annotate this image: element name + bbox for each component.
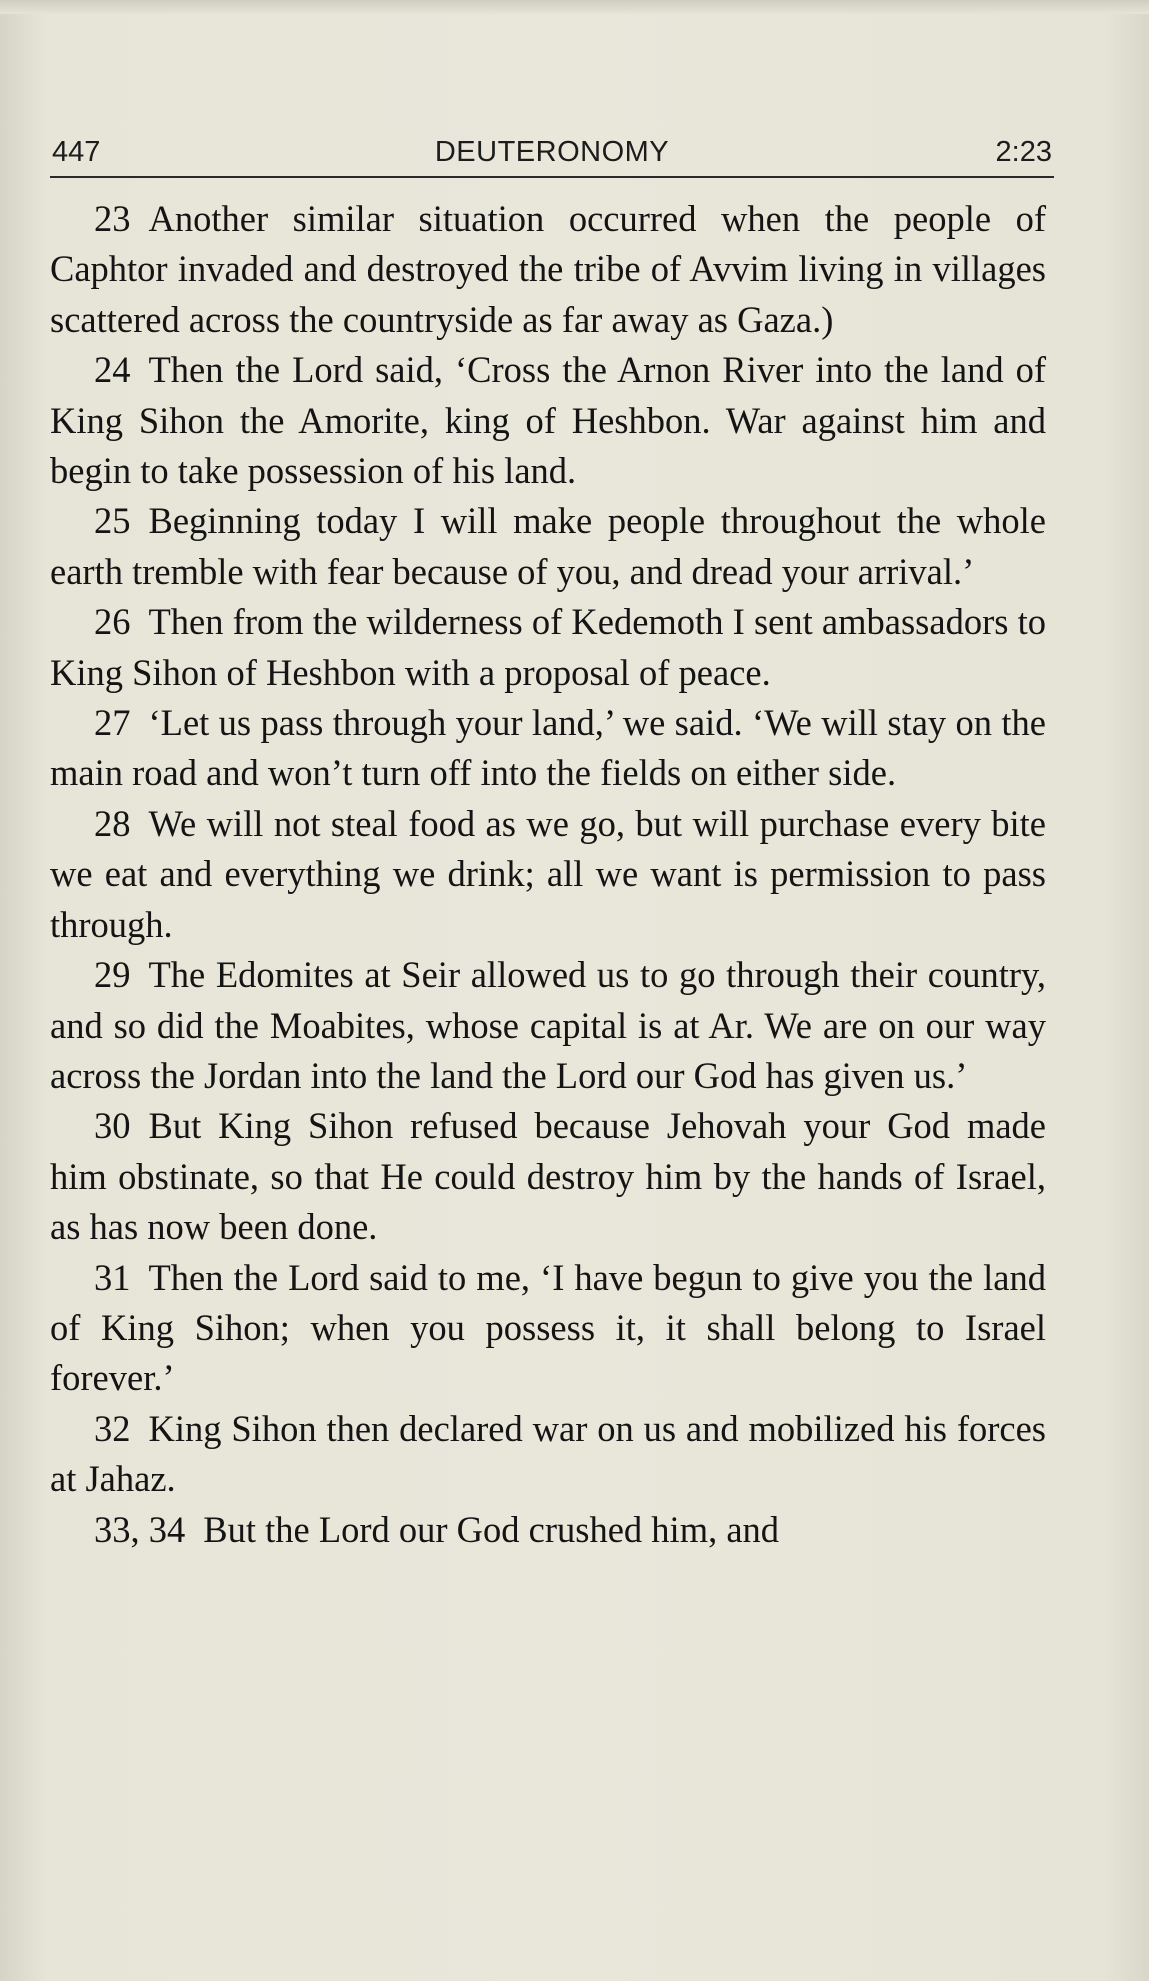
verse-33-34 bbox=[50, 1505, 1046, 1555]
header-rule bbox=[50, 176, 1054, 178]
verse-number: 25 bbox=[94, 500, 131, 542]
verse-30 bbox=[50, 1101, 1046, 1252]
verse-25 bbox=[50, 496, 1046, 597]
verse-32 bbox=[50, 1404, 1046, 1505]
verse-number: 31 bbox=[94, 1256, 131, 1298]
verse-number: 33, 34 bbox=[94, 1508, 186, 1550]
verse-text: Beginning today I will make people throughout the whole earth tremble with fear because of you, and dread your arrival.’ bbox=[50, 500, 1046, 592]
verse-29 bbox=[50, 950, 1046, 1101]
verse-text: The Edomites at Seir allowed us to go through their country, and so did the Moabites, whose capital is at Ar. We are on our way across the Jordan into the land the Lord our God has given us.’ bbox=[50, 954, 1046, 1096]
verse-text: But the Lord our God crushed him, and bbox=[203, 1508, 780, 1550]
verse-26 bbox=[50, 597, 1046, 698]
verse-number: 28 bbox=[94, 802, 131, 844]
verse-text: Then the Lord said to me, ‘I have begun to give you the land of King Sihon; when you possess it, it shall belong to Israel forever.’ bbox=[50, 1256, 1046, 1399]
running-header bbox=[52, 132, 1052, 176]
chapter-verse-reference: 2:23 bbox=[995, 136, 1052, 168]
verse-number: 27 bbox=[94, 702, 131, 744]
verse-text: Then the Lord said, ‘Cross the Arnon River into the land of King Sihon the Amorite, king of Heshbon. War against him and begin to take possession of his land. bbox=[50, 349, 1046, 492]
verse-28 bbox=[50, 799, 1046, 950]
verse-number: 23 bbox=[94, 198, 131, 239]
verse-24 bbox=[50, 345, 1046, 496]
verse-text: Then from the wilderness of Kedemoth I sent ambassadors to King Sihon of Heshbon with a proposal of peace. bbox=[50, 601, 1046, 693]
verse-number: 26 bbox=[94, 601, 131, 643]
verse-text: King Sihon then declared war on us and mobilized his forces at Jahaz. bbox=[50, 1407, 1046, 1500]
verse-23 bbox=[50, 194, 1046, 345]
verse-text: But King Sihon refused because Jehovah your God made him obstinate, so that He could destroy him by the hands of Israel, as has now been done. bbox=[50, 1105, 1046, 1248]
verse-number: 32 bbox=[94, 1407, 131, 1449]
verse-27 bbox=[50, 698, 1046, 799]
verse-number: 29 bbox=[94, 954, 131, 996]
scripture-text bbox=[50, 194, 1046, 1555]
verse-number: 24 bbox=[94, 349, 131, 391]
verse-text: ‘Let us pass through your land,’ we said. ‘We will stay on the main road and won’t turn off into the fields on either side. bbox=[50, 702, 1046, 794]
page-top-edge bbox=[0, 0, 1149, 14]
verse-number: 30 bbox=[94, 1105, 131, 1147]
verse-text: Another similar situation occurred when the people of Caphtor invaded and destroyed the tribe of Avvim living in villages scattered across the countryside as far away as Gaza.) bbox=[50, 198, 1046, 340]
verse-text: We will not steal food as we go, but will purchase every bite we eat and everything we drink; all we want is permission to pass through. bbox=[50, 802, 1046, 945]
page-number: 447 bbox=[52, 136, 101, 168]
verse-31 bbox=[50, 1253, 1046, 1404]
book-title: DEUTERONOMY bbox=[434, 136, 670, 168]
